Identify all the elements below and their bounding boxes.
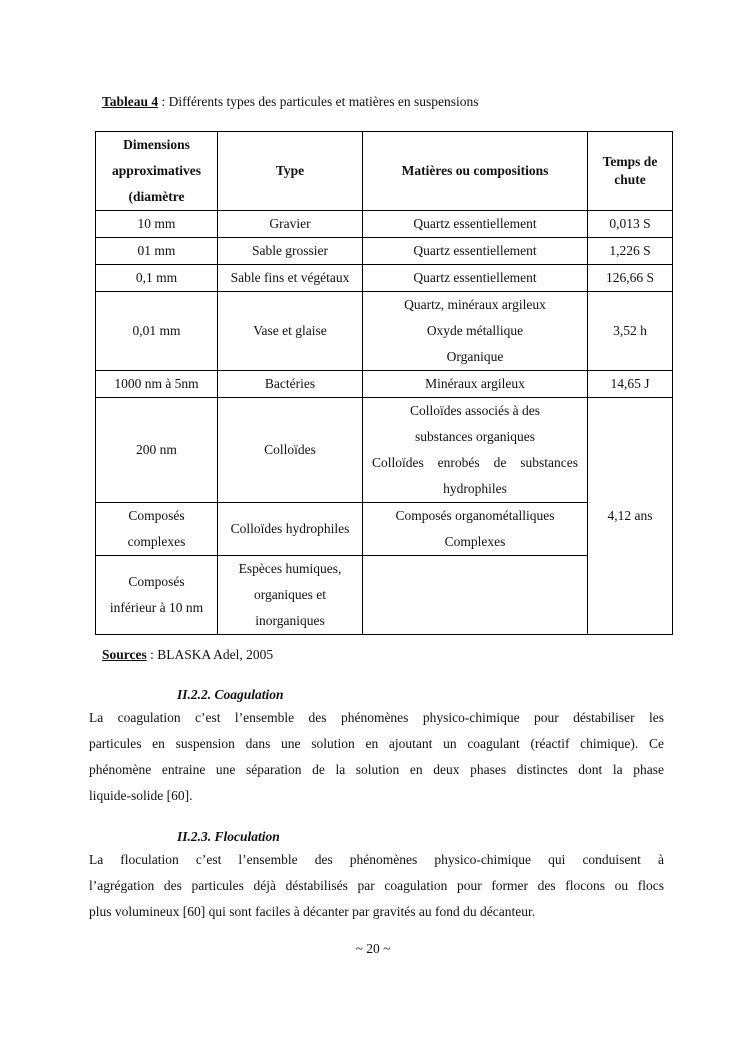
cell-temps: 14,65 J [588,371,673,398]
header-temps: Temps de chute [588,132,673,211]
cell-mat: Minéraux argileux [363,371,588,398]
sources-line [102,647,273,663]
cell-type: Gravier [218,211,363,238]
cell-dim: Composés complexes [96,503,218,556]
cell-temps: 0,013 S [588,211,673,238]
table-row [96,211,673,238]
cell-mat: Colloïdes associés à des substances organiques Colloïdes enrobés de substances hydrophiles [363,398,588,503]
cell-type: Espèces humiques, organiques et inorganiques [218,556,363,635]
cell-type: Sable fins et végétaux [218,265,363,292]
table-row [96,292,673,371]
header-type: Type [218,132,363,211]
cell-dim: 200 nm [96,398,218,503]
cell-dim: Composés inférieur à 10 nm [96,556,218,635]
cell-dim: 1000 nm à 5nm [96,371,218,398]
table-caption-text: : Différents types des particules et matières en suspensions [158,94,479,109]
cell-type: Colloïdes [218,398,363,503]
table-caption-label: Tableau 4 [102,94,159,109]
cell-dim: 10 mm [96,211,218,238]
cell-type: Sable grossier [218,238,363,265]
cell-temps: 1,226 S [588,238,673,265]
coagulation-heading: II.2.2. Coagulation [177,687,284,702]
header-dimensions: Dimensions approximatives (diamètre [96,132,218,211]
table-row [96,556,673,635]
cell-dim: 0,1 mm [96,265,218,292]
table-row [96,371,673,398]
sources-label: Sources [102,647,147,662]
floculation-paragraph: La floculation c’est l’ensemble des phénomènes physico-chimique qui conduisent à l’agrégation des particules déjà déstabilisés par coagulation pour former des flocons ou flocs plus volumineux [60] qui sont faciles à décanter par gravités au fond du décanteur. [89,852,664,919]
header-matieres: Matières ou compositions [363,132,588,211]
cell-temps: 3,52 h [588,292,673,371]
cell-temps-merged: 4,12 ans [588,398,673,635]
cell-dim: 0,01 mm [96,292,218,371]
cell-mat: Quartz essentiellement [363,238,588,265]
table-row [96,398,673,503]
cell-mat-empty [363,556,588,635]
table-row [96,238,673,265]
table-row [96,265,673,292]
table-caption [102,94,478,110]
cell-type: Vase et glaise [218,292,363,371]
cell-mat: Quartz, minéraux argileux Oxyde métallique Organique [363,292,588,371]
cell-mat: Composés organométalliques Complexes [363,503,588,556]
cell-type: Colloïdes hydrophiles [218,503,363,556]
cell-dim: 01 mm [96,238,218,265]
floculation-heading: II.2.3. Floculation [177,829,280,844]
cell-mat: Quartz essentiellement [363,265,588,292]
sources-text: : BLASKA Adel, 2005 [146,647,274,662]
cell-mat: Quartz essentiellement [363,211,588,238]
particles-table [95,131,673,635]
cell-temps: 126,66 S [588,265,673,292]
table-header-row [96,132,673,211]
page-number: ~ 20 ~ [355,941,391,956]
coagulation-paragraph: La coagulation c’est l’ensemble des phénomènes physico-chimique pour déstabiliser les particules en suspension dans une solution en ajoutant un coagulant (réactif chimique). Ce phénomène entraine une séparation de la solution en deux phases distinctes dont la phase liquide-solide [60]. [89,710,664,803]
table-row [96,503,673,556]
cell-type: Bactéries [218,371,363,398]
